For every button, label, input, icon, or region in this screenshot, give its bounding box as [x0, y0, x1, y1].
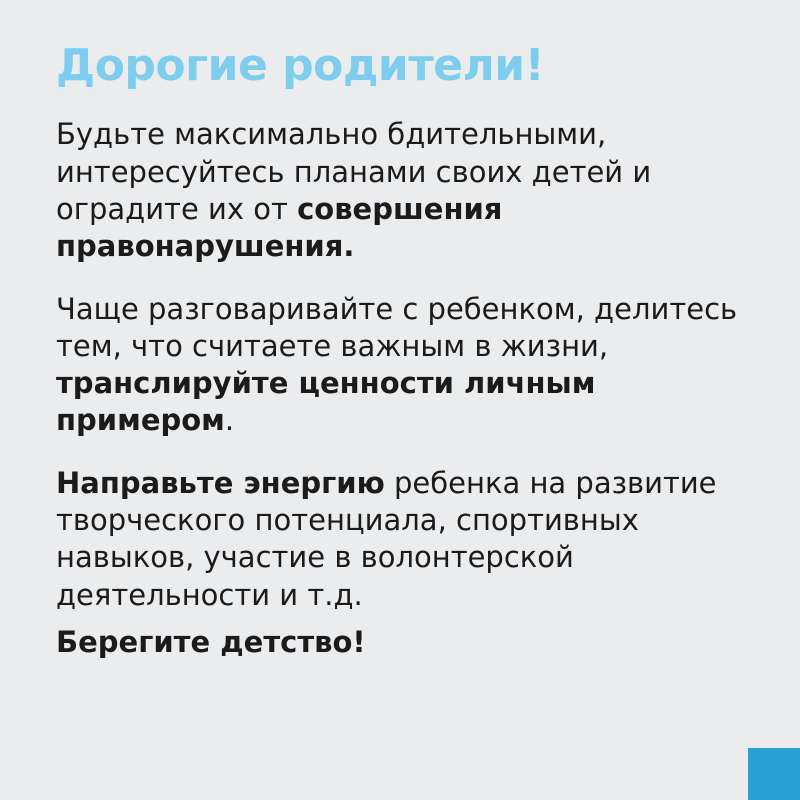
- page-title: Дорогие родители!: [56, 40, 545, 91]
- corner-accent-square: [748, 748, 800, 800]
- closing-statement: Берегите детство!: [56, 624, 366, 659]
- paragraph-3-text-normal: ребенка на развитие творческого потенциала, спортивных навыков, участие в волонтерской деятельности и т.д.: [56, 466, 717, 612]
- paragraph-2-text-bold: транслируйте ценности личным примером: [56, 366, 596, 438]
- paragraph-2: [56, 291, 744, 439]
- paragraph-3: [56, 465, 744, 613]
- paragraph-1-text-bold: совершения правонарушения.: [56, 191, 503, 263]
- paragraph-2-text-period: .: [224, 403, 235, 438]
- paragraph-1-text-normal: Будьте максимально бдительными, интересуйтесь планами своих детей и оградите их от: [56, 117, 652, 226]
- paragraph-3-text-bold: Направьте энергию: [56, 466, 385, 501]
- paragraph-1: [56, 116, 744, 264]
- paragraph-2-text-normal: Чаще разговаривайте с ребенком, делитесь тем, что считаете важным в жизни,: [56, 291, 738, 363]
